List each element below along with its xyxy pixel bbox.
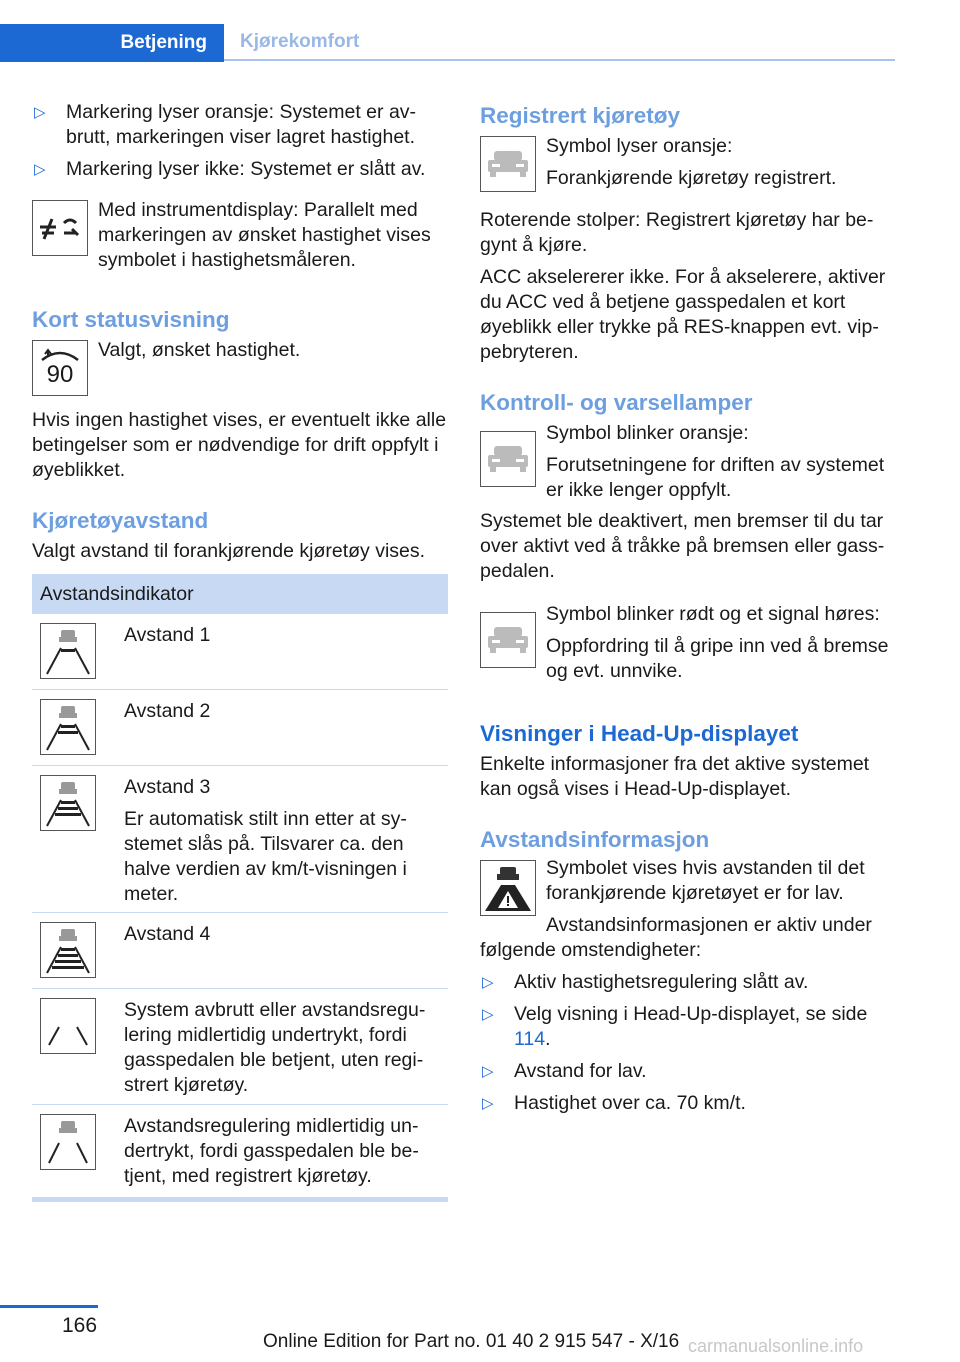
avstand-intro: Valgt avstand til forankjørende kjøretøy vises.: [32, 540, 426, 562]
distance-warning-icon: [480, 860, 536, 916]
list-item: ▷ Markering lyser ikke: Systemet er slått av.: [34, 158, 426, 180]
heading-kontroll-varsellamper: Kontroll- og varsellamper: [480, 390, 753, 415]
kort-status-text: Valgt, ønsket hastighet.: [98, 339, 301, 361]
left-column: [32, 100, 448, 1202]
edition-footer: Online Edition for Part no. 01 40 2 915 547 - X/16: [263, 1331, 680, 1352]
table-row: [32, 989, 448, 1105]
heading-avstandsinformasjon: Avstandsinformasjon: [480, 827, 710, 852]
list-item: ▷ Avstand for lav.: [482, 1060, 647, 1082]
kort-status-row: [32, 340, 448, 396]
table-header: Avstandsindikator: [32, 574, 448, 614]
table-row: [32, 690, 448, 766]
set-speed-value: 90: [46, 361, 74, 388]
table-cell: Avstand 2: [124, 700, 211, 722]
heading-head-up-display: Visninger i Head-Up-displayet: [480, 721, 799, 746]
speedometer-marker-icon: [32, 200, 88, 256]
reg-line-1: Symbol lyser oransje:: [546, 135, 733, 157]
heading-kort-statusvisning: Kort statusvisning: [32, 307, 230, 332]
car-alert-icon: [480, 612, 536, 668]
page-link-114[interactable]: 114: [514, 1028, 546, 1050]
list-item: ▷ Velg visning i Head-Up-displayet, se side 114.: [482, 1003, 868, 1050]
table-cell: Avstand 1: [124, 624, 211, 646]
reg-line-2: Forankjørende kjøretøy registrert.: [546, 167, 837, 189]
status-bullet-list: [32, 100, 448, 182]
table-cell: Avstand 3: [124, 776, 211, 798]
set-speed-icon: [32, 340, 88, 396]
table-footer-bar: [32, 1197, 448, 1202]
table-row: [32, 1105, 448, 1197]
table-row: [32, 766, 448, 913]
list-item: ▷ Markering lyser oransje: Systemet er avbrutt, markeringen viser lagret hastighet.: [34, 101, 417, 148]
reg-paragraph-2: ACC akselererer ikke. For å akselerere, aktiver du ACC ved å betjene gasspedalen et kort øyeblikk eller trykke på RES-knappen evt. vippebryteren.: [480, 266, 886, 363]
k2-line-1: Symbol blinker rødt og et signal høres:: [546, 603, 880, 625]
instrument-display-text: Med instrumentdisplay: Parallelt med markeringen av ønsket hastighet vises symbolet i hastighetsmåleren.: [98, 199, 431, 271]
table-cell: Er automatisk stilt inn etter at systemet slås på. Tilsvarer ca. den halve verdien av km/t-visningen i meter.: [124, 808, 407, 905]
warning-red-row: [480, 604, 896, 684]
distance-4-icon: [40, 922, 96, 978]
triangle-bullet-icon: ▷: [482, 974, 494, 991]
suppressed-with-vehicle-icon: [40, 1114, 96, 1170]
triangle-bullet-icon: ▷: [482, 1006, 494, 1023]
watermark: carmanualsonline.info: [688, 1336, 864, 1356]
table-row: [32, 614, 448, 690]
kort-status-paragraph: Hvis ingen hastighet vises, er eventuelt ikke alle betingelser som er nødvendige for drift oppfylt i øyeblikket.: [32, 409, 447, 481]
tab-kjorekomfort[interactable]: Kjørekomfort: [240, 31, 360, 52]
list-item: ▷ Hastighet over ca. 70 km/t.: [482, 1092, 746, 1114]
tab-betjening[interactable]: Betjening: [0, 24, 224, 62]
distance-1-icon: [40, 623, 96, 679]
distance-3-icon: [40, 775, 96, 831]
triangle-bullet-icon: ▷: [34, 104, 46, 121]
heading-registrert-kjoretoy: Registrert kjøretøy: [480, 103, 681, 128]
right-column: [480, 100, 896, 1123]
system-interrupted-icon: [40, 998, 96, 1054]
triangle-bullet-icon: ▷: [482, 1095, 494, 1112]
table-cell: Avstand 4: [124, 923, 211, 945]
ai-line-2: Avstandsinformasjonen er aktiv under: [546, 914, 872, 936]
registered-vehicle-row: [480, 136, 896, 192]
page-number: 166: [62, 1314, 98, 1337]
list-item: ▷ Aktiv hastighetsregulering slått av.: [482, 971, 809, 993]
warning-orange-row: [480, 423, 896, 503]
k-paragraph: Systemet ble deaktivert, men bremser til du tar over aktivt ved å tråkke på bremsen eller gasspedalen.: [480, 510, 885, 582]
ai-line-3: følgende omstendigheter:: [480, 939, 702, 961]
car-warning-icon: [480, 431, 536, 487]
triangle-bullet-icon: ▷: [482, 1063, 494, 1080]
table-cell: System avbrutt eller avstandsregulering midlertidig undertrykt, fordi gasspedalen ble betjent, uten registrert kjøretøy.: [124, 999, 426, 1096]
hud-paragraph: Enkelte informasjoner fra det aktive systemet kan også vises i Head-Up-displayet.: [480, 753, 870, 800]
reg-paragraph-1: Roterende stolper: Registrert kjøretøy har begynt å kjøre.: [480, 209, 874, 256]
car-icon: [480, 136, 536, 192]
distance-info-row: [480, 858, 896, 938]
page-number-rule: [0, 1305, 98, 1308]
triangle-bullet-icon: ▷: [34, 161, 46, 178]
distance-indicator-table: [32, 574, 448, 1202]
heading-kjoretoyavstand: Kjøretøyavstand: [32, 508, 209, 533]
k-line-2: Forutsetningene for driften av systemet er ikke lenger oppfylt.: [546, 454, 885, 501]
page-header: [0, 24, 895, 62]
instrument-display-note: [32, 200, 448, 273]
distance-2-icon: [40, 699, 96, 755]
header-divider: [224, 59, 895, 61]
ai-line-1: Symbolet vises hvis avstanden til det forankjørende kjøretøyet er for lav.: [546, 857, 865, 904]
k-line-1: Symbol blinker oransje:: [546, 422, 749, 444]
k2-line-2: Oppfordring til å gripe inn ved å bremse og evt. unnvike.: [546, 635, 889, 682]
hud-bullet-list: [480, 970, 896, 1116]
table-cell: Avstandsregulering midlertidig undertrykt, fordi gasspedalen ble betjent, med registrert kjøretøy.: [124, 1115, 419, 1187]
table-row: [32, 913, 448, 989]
